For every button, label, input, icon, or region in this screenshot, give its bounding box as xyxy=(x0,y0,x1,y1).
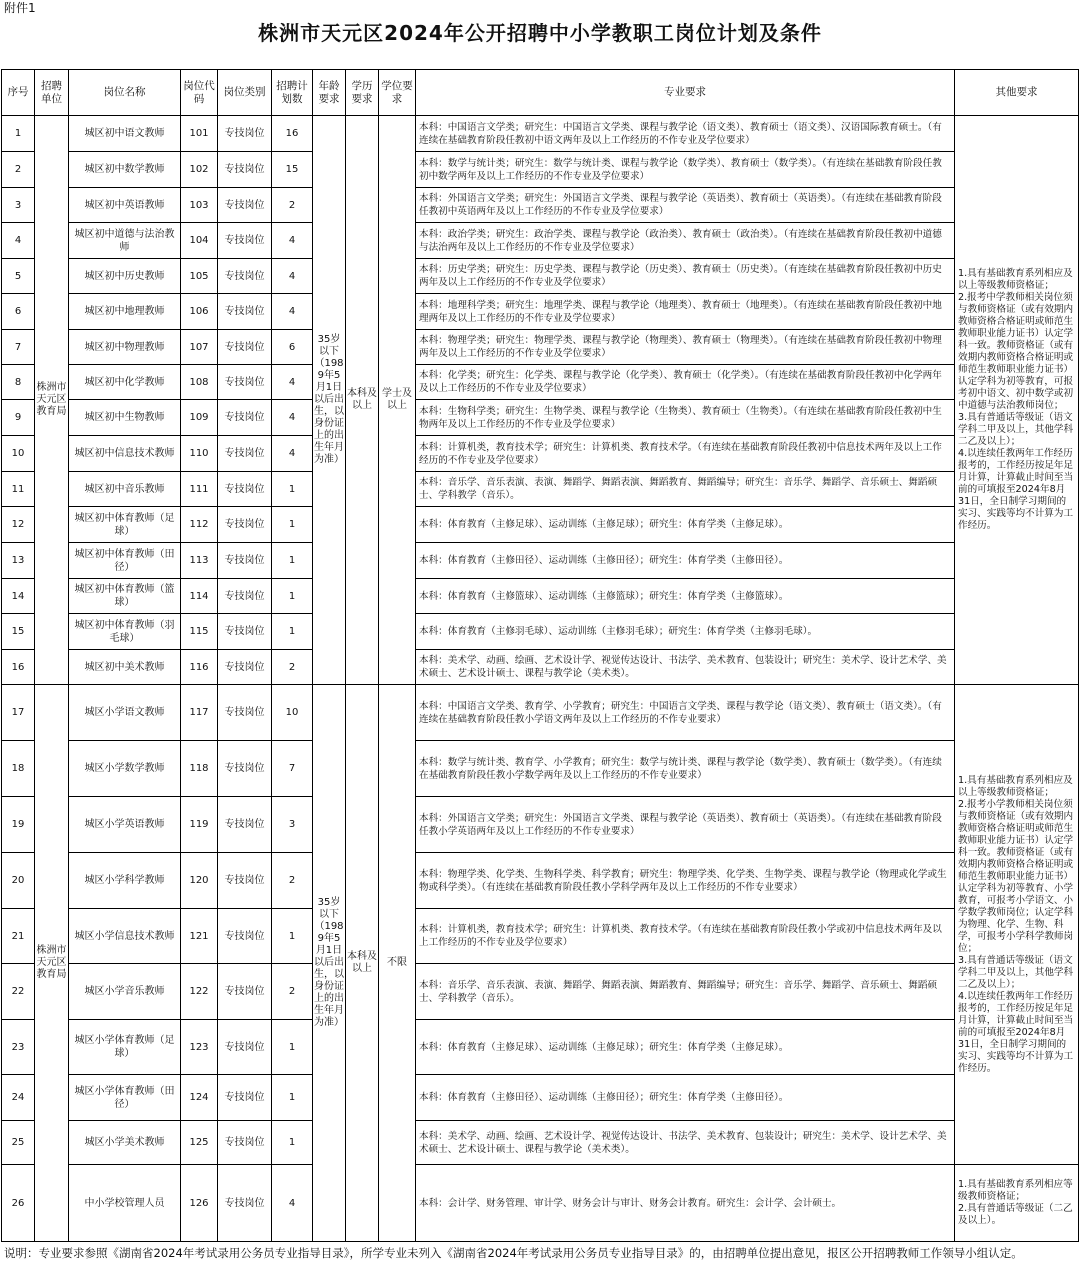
major-requirement: 本科：计算机类，教育技术学；研究生：计算机类、教育技术学。（有连续在基础教育阶段任教初中信息技术两年及以上工作经历的不作专业及学位要求） xyxy=(416,436,955,472)
major-requirement: 本科：数学与统计类、教育学、小学教育；研究生：数学与统计类、课程与教学论（数学类）、教育硕士（数学类）。（有连续在基础教育阶段任教小学数学两年及以上工作经历的不作专业要求） xyxy=(416,741,955,797)
education-requirement: 本科及以上 xyxy=(346,116,379,685)
recruit-count: 1 xyxy=(272,543,313,579)
recruit-count: 3 xyxy=(272,797,313,853)
recruit-count: 4 xyxy=(272,400,313,436)
position-name: 城区初中体育教师（足球） xyxy=(69,507,181,543)
position-name: 城区小学体育教师（田径） xyxy=(69,1075,181,1121)
position-code: 124 xyxy=(181,1075,218,1121)
position-name: 城区小学音乐教师 xyxy=(69,964,181,1020)
table-row xyxy=(2,1165,1079,1242)
table-row xyxy=(2,1020,1079,1075)
row-seq: 9 xyxy=(2,400,35,436)
row-seq: 20 xyxy=(2,853,35,909)
row-seq: 2 xyxy=(2,152,35,188)
major-requirement: 本科：物理学类、化学类、生物科学类、科学教育；研究生：物理学类、化学类、生物学类、课程与教学论（物理或化学或生物或科学类）。（有连续在基础教育阶段任教小学科学两年及以上工作经历的不作专业要求） xyxy=(416,853,955,909)
position-type: 专技岗位 xyxy=(218,853,272,909)
header-code: 岗位代码 xyxy=(181,70,218,116)
row-seq: 1 xyxy=(2,116,35,152)
major-requirement: 本科：计算机类，教育技术学；研究生：计算机类、教育技术学。（有连续在基础教育阶段任教小学或初中信息技术两年及以上工作经历的不作专业及学位要求） xyxy=(416,909,955,964)
position-code: 121 xyxy=(181,909,218,964)
row-seq: 15 xyxy=(2,614,35,650)
position-type: 专技岗位 xyxy=(218,472,272,507)
education-requirement: 本科及以上 xyxy=(346,685,379,1242)
row-seq: 21 xyxy=(2,909,35,964)
header-degree: 学位要求 xyxy=(379,70,416,116)
major-requirement: 本科：美术学、动画、绘画、艺术设计学、视觉传达设计、书法学、美术教育、包装设计；研究生：美术学、设计艺术学、美术硕士、艺术设计硕士、课程与教学论（美术类）。 xyxy=(416,650,955,685)
row-seq: 8 xyxy=(2,365,35,400)
recruit-count: 1 xyxy=(272,1121,313,1165)
row-seq: 25 xyxy=(2,1121,35,1165)
position-type: 专技岗位 xyxy=(218,650,272,685)
major-requirement: 本科：地理科学类；研究生：地理学类、课程与教学论（地理类）、教育硕士（地理类）。（有连续在基础教育阶段任教初中地理两年及以上工作经历的不作专业及学位要求） xyxy=(416,294,955,330)
table-row xyxy=(2,964,1079,1020)
position-type: 专技岗位 xyxy=(218,223,272,259)
position-type: 专技岗位 xyxy=(218,909,272,964)
recruit-count: 2 xyxy=(272,853,313,909)
position-code: 105 xyxy=(181,259,218,294)
position-code: 107 xyxy=(181,330,218,365)
major-requirement: 本科：体育教育（主修田径）、运动训练（主修田径）；研究生：体育学类（主修田径）。 xyxy=(416,1075,955,1121)
table-row xyxy=(2,853,1079,909)
recruit-count: 7 xyxy=(272,741,313,797)
position-name: 城区小学信息技术教师 xyxy=(69,909,181,964)
row-seq: 26 xyxy=(2,1165,35,1242)
table-row xyxy=(2,1121,1079,1165)
position-name: 城区初中道德与法治教师 xyxy=(69,223,181,259)
row-seq: 7 xyxy=(2,330,35,365)
recruit-count: 6 xyxy=(272,330,313,365)
position-name: 城区初中体育教师（篮球） xyxy=(69,579,181,614)
position-name: 城区初中美术教师 xyxy=(69,650,181,685)
major-requirement: 本科：中国语言文学类；研究生：中国语言文学类、课程与教学论（语文类）、教育硕士（语文类）、汉语国际教育硕士。（有连续在基础教育阶段任教初中语文两年及以上工作经历的不作专业及学位要求） xyxy=(416,116,955,152)
recruit-count: 2 xyxy=(272,188,313,223)
position-name: 城区初中历史教师 xyxy=(69,259,181,294)
row-seq: 12 xyxy=(2,507,35,543)
table-row xyxy=(2,909,1079,964)
table-row xyxy=(2,1075,1079,1121)
table-row xyxy=(2,330,1079,365)
position-name: 城区初中音乐教师 xyxy=(69,472,181,507)
recruit-count: 4 xyxy=(272,223,313,259)
position-type: 专技岗位 xyxy=(218,152,272,188)
recruit-count: 4 xyxy=(272,1165,313,1242)
recruit-count: 10 xyxy=(272,685,313,741)
position-name: 城区小学体育教师（足球） xyxy=(69,1020,181,1075)
position-name: 城区初中英语教师 xyxy=(69,188,181,223)
recruit-count: 15 xyxy=(272,152,313,188)
position-code: 118 xyxy=(181,741,218,797)
row-seq: 23 xyxy=(2,1020,35,1075)
position-type: 专技岗位 xyxy=(218,330,272,365)
row-seq: 22 xyxy=(2,964,35,1020)
recruit-count: 1 xyxy=(272,472,313,507)
position-type: 专技岗位 xyxy=(218,614,272,650)
major-requirement: 本科：物理学类；研究生：物理学类、课程与教学论（物理类）、教育硕士（物理类）。（有连续在基础教育阶段任教初中物理两年及以上工作经历的不作专业及学位要求） xyxy=(416,330,955,365)
position-type: 专技岗位 xyxy=(218,188,272,223)
recruit-count: 4 xyxy=(272,294,313,330)
recruit-count: 2 xyxy=(272,964,313,1020)
table-row xyxy=(2,188,1079,223)
major-requirement: 本科：会计学、财务管理、审计学、财务会计与审计、财务会计教育。研究生：会计学、会计硕士。 xyxy=(416,1165,955,1242)
major-requirement: 本科：音乐学、音乐表演、表演、舞蹈学、舞蹈表演、舞蹈教育、舞蹈编导；研究生：音乐学、舞蹈学、音乐硕士、舞蹈硕士、学科教学（音乐）。 xyxy=(416,964,955,1020)
position-type: 专技岗位 xyxy=(218,436,272,472)
recruit-count: 1 xyxy=(272,579,313,614)
recruit-count: 4 xyxy=(272,259,313,294)
table-row xyxy=(2,294,1079,330)
header-seq: 序号 xyxy=(2,70,35,116)
position-type: 专技岗位 xyxy=(218,1075,272,1121)
header-other: 其他要求 xyxy=(955,70,1079,116)
position-type: 专技岗位 xyxy=(218,579,272,614)
position-type: 专技岗位 xyxy=(218,365,272,400)
age-requirement: 35岁以下（1989年5月1日以后出生，以身份证上的出生年月为准） xyxy=(313,685,346,1242)
row-seq: 5 xyxy=(2,259,35,294)
position-name: 城区初中体育教师（田径） xyxy=(69,543,181,579)
position-code: 109 xyxy=(181,400,218,436)
position-type: 专技岗位 xyxy=(218,964,272,1020)
position-code: 125 xyxy=(181,1121,218,1165)
table-row xyxy=(2,579,1079,614)
position-code: 123 xyxy=(181,1020,218,1075)
major-requirement: 本科：音乐学、音乐表演、表演、舞蹈学、舞蹈表演、舞蹈教育、舞蹈编导；研究生：音乐学、舞蹈学、音乐硕士、舞蹈硕士、学科教学（音乐）。 xyxy=(416,472,955,507)
table-row xyxy=(2,472,1079,507)
table-row xyxy=(2,685,1079,741)
position-name: 城区初中物理教师 xyxy=(69,330,181,365)
position-code: 126 xyxy=(181,1165,218,1242)
position-code: 115 xyxy=(181,614,218,650)
position-type: 专技岗位 xyxy=(218,1020,272,1075)
other-requirement: 1.具有基础教育系列相应及以上等级教师资格证； 2.报考小学教师相关岗位须与教师资格证（或有效期内教师资格合格证明或师范生教师职业能力证书）认定学科一致。教师资格证（或有效期内教师资格合格证明或师范生教师职业能力证书）认定学科为初等教育、小学教育，可报考小学语文、小学数学教师岗位；认定学科为物理、化学、生物、科学，可报考小学科学教师岗位； 3.具有普通话等级证（语文学科二甲及以上，其他学科二乙及以上）； 4.以连续任教两年工作经历报考的，工作经历按足年足月计算，计算截止时间至当前的可填报至2024年8月31日，全日制学习期间的实习、实践等均不计算为工作经历。 xyxy=(955,685,1079,1165)
degree-requirement: 学士及以上 xyxy=(379,116,416,685)
table-row xyxy=(2,741,1079,797)
major-requirement: 本科：历史学类；研究生：历史学类、课程与教学论（历史类）、教育硕士（历史类）。（有连续在基础教育阶段任教初中历史两年及以上工作经历的不作专业及学位要求） xyxy=(416,259,955,294)
major-requirement: 本科：政治学类；研究生：政治学类、课程与教学论（政治类）、教育硕士（政治类）。（有连续在基础教育阶段任教初中道德与法治两年及以上工作经历的不作专业及学位要求） xyxy=(416,223,955,259)
position-code: 102 xyxy=(181,152,218,188)
position-type: 专技岗位 xyxy=(218,543,272,579)
header-count: 招聘计划数 xyxy=(272,70,313,116)
recruit-count: 1 xyxy=(272,909,313,964)
position-code: 113 xyxy=(181,543,218,579)
major-requirement: 本科：体育教育（主修足球）、运动训练（主修足球）；研究生：体育学类（主修足球）。 xyxy=(416,1020,955,1075)
table-row xyxy=(2,507,1079,543)
position-type: 专技岗位 xyxy=(218,1121,272,1165)
page-title: 株洲市天元区2024年公开招聘中小学教职工岗位计划及条件 xyxy=(258,21,822,45)
recruit-count: 1 xyxy=(272,507,313,543)
row-seq: 14 xyxy=(2,579,35,614)
position-code: 120 xyxy=(181,853,218,909)
table-row xyxy=(2,436,1079,472)
position-name: 城区初中语文教师 xyxy=(69,116,181,152)
position-type: 专技岗位 xyxy=(218,507,272,543)
header-type: 岗位类别 xyxy=(218,70,272,116)
table-row xyxy=(2,797,1079,853)
major-requirement: 本科：体育教育（主修足球）、运动训练（主修足球）；研究生：体育学类（主修足球）。 xyxy=(416,507,955,543)
recruit-count: 2 xyxy=(272,650,313,685)
position-name: 城区初中地理教师 xyxy=(69,294,181,330)
table-row xyxy=(2,650,1079,685)
table-row xyxy=(2,614,1079,650)
position-code: 111 xyxy=(181,472,218,507)
position-name: 城区初中生物教师 xyxy=(69,400,181,436)
table-row xyxy=(2,400,1079,436)
position-code: 117 xyxy=(181,685,218,741)
position-code: 106 xyxy=(181,294,218,330)
table-row xyxy=(2,259,1079,294)
table-row xyxy=(2,152,1079,188)
major-requirement: 本科：体育教育（主修田径）、运动训练（主修田径）；研究生：体育学类（主修田径）。 xyxy=(416,543,955,579)
header-age: 年龄要求 xyxy=(313,70,346,116)
position-type: 专技岗位 xyxy=(218,116,272,152)
position-name: 城区小学语文教师 xyxy=(69,685,181,741)
table-row xyxy=(2,543,1079,579)
position-code: 112 xyxy=(181,507,218,543)
position-name: 城区初中体育教师（羽毛球） xyxy=(69,614,181,650)
major-requirement: 本科：生物科学类；研究生：生物学类、课程与教学论（生物类）、教育硕士（生物类）。（有连续在基础教育阶段任教初中生物两年及以上工作经历的不作专业及学位要求） xyxy=(416,400,955,436)
position-code: 101 xyxy=(181,116,218,152)
recruit-count: 1 xyxy=(272,614,313,650)
position-code: 103 xyxy=(181,188,218,223)
table-row xyxy=(2,223,1079,259)
position-name: 城区小学数学教师 xyxy=(69,741,181,797)
position-code: 116 xyxy=(181,650,218,685)
other-requirement: 1.具有基础教育系列相应及以上等级教师资格证； 2.报考中学教师相关岗位须与教师资格证（或有效期内教师资格合格证明或师范生教师职业能力证书）认定学科一致。教师资格证（或有效期内教师资格合格证明或师范生教师职业能力证书）认定学科为初等教育，可报考初中语文、初中数学或初中道德与法治教师岗位； 3.具有普通话等级证（语文学科二甲及以上，其他学科二乙及以上）； 4.以连续任教两年工作经历报考的，工作经历按足年足月计算，计算截止时间至当前的可填报至2024年8月31日，全日制学习期间的实习、实践等均不计算为工作经历。 xyxy=(955,116,1079,685)
row-seq: 6 xyxy=(2,294,35,330)
position-type: 专技岗位 xyxy=(218,294,272,330)
position-type: 专技岗位 xyxy=(218,1165,272,1242)
position-code: 119 xyxy=(181,797,218,853)
position-code: 114 xyxy=(181,579,218,614)
position-code: 108 xyxy=(181,365,218,400)
position-type: 专技岗位 xyxy=(218,259,272,294)
other-requirement: 1.具有基础教育系列相应等级教师资格证； 2.具有普通话等级证（二乙及以上）。 xyxy=(955,1165,1079,1242)
position-name: 城区小学科学教师 xyxy=(69,853,181,909)
table-row xyxy=(2,116,1079,152)
recruitment-table xyxy=(1,69,1079,1242)
header-name: 岗位名称 xyxy=(69,70,181,116)
recruit-count: 1 xyxy=(272,1075,313,1121)
table-body xyxy=(2,116,1079,1242)
row-seq: 10 xyxy=(2,436,35,472)
major-requirement: 本科：体育教育（主修羽毛球）、运动训练（主修羽毛球）；研究生：体育学类（主修羽毛球）。 xyxy=(416,614,955,650)
row-seq: 13 xyxy=(2,543,35,579)
header-edu: 学历要求 xyxy=(346,70,379,116)
position-type: 专技岗位 xyxy=(218,400,272,436)
position-name: 城区初中信息技术教师 xyxy=(69,436,181,472)
row-seq: 17 xyxy=(2,685,35,741)
position-name: 城区小学美术教师 xyxy=(69,1121,181,1165)
annex-label: 附件1 xyxy=(4,1,36,15)
position-name: 城区初中化学教师 xyxy=(69,365,181,400)
header-unit: 招聘单位 xyxy=(35,70,69,116)
table-row xyxy=(2,365,1079,400)
position-code: 104 xyxy=(181,223,218,259)
degree-requirement: 不限 xyxy=(379,685,416,1242)
footnote: 说明：专业要求参照《湖南省2024年考试录用公务员专业指导目录》，所学专业未列入《湖南省2024年考试录用公务员专业指导目录》的，由招聘单位提出意见，报区公开招聘教师工作领导小组认定。 xyxy=(4,1246,1023,1260)
unit-cell: 株洲市天元区教育局 xyxy=(35,116,69,685)
position-type: 专技岗位 xyxy=(218,741,272,797)
major-requirement: 本科：外国语言文学类；研究生：外国语言文学类、课程与教学论（英语类）、教育硕士（英语类）。（有连续在基础教育阶段任教初中英语两年及以上工作经历的不作专业及学位要求） xyxy=(416,188,955,223)
position-code: 110 xyxy=(181,436,218,472)
position-name: 城区初中数学教师 xyxy=(69,152,181,188)
header-major: 专业要求 xyxy=(416,70,955,116)
row-seq: 3 xyxy=(2,188,35,223)
unit-cell: 株洲市天元区教育局 xyxy=(35,685,69,1242)
position-type: 专技岗位 xyxy=(218,797,272,853)
recruit-count: 16 xyxy=(272,116,313,152)
row-seq: 19 xyxy=(2,797,35,853)
row-seq: 18 xyxy=(2,741,35,797)
position-code: 122 xyxy=(181,964,218,1020)
row-seq: 4 xyxy=(2,223,35,259)
recruit-count: 4 xyxy=(272,365,313,400)
header-row xyxy=(2,70,1079,116)
major-requirement: 本科：中国语言文学类、教育学、小学教育；研究生：中国语言文学类、课程与教学论（语文类）、教育硕士（语文类）。（有连续在基础教育阶段任教小学语文两年及以上工作经历的不作专业要求） xyxy=(416,685,955,741)
age-requirement: 35岁以下（1989年5月1日以后出生，以身份证上的出生年月为准） xyxy=(313,116,346,685)
major-requirement: 本科：化学类；研究生：化学类、课程与教学论（化学类）、教育硕士（化学类）。（有连续在基础教育阶段任教初中化学两年及以上工作经历的不作专业及学位要求） xyxy=(416,365,955,400)
major-requirement: 本科：数学与统计类；研究生：数学与统计类、课程与教学论（数学类）、教育硕士（数学类）。（有连续在基础教育阶段任教初中数学两年及以上工作经历的不作专业及学位要求） xyxy=(416,152,955,188)
row-seq: 16 xyxy=(2,650,35,685)
row-seq: 11 xyxy=(2,472,35,507)
major-requirement: 本科：外国语言文学类；研究生：外国语言文学类、课程与教学论（英语类）、教育硕士（英语类）。（有连续在基础教育阶段任教小学英语两年及以上工作经历的不作专业要求） xyxy=(416,797,955,853)
major-requirement: 本科：体育教育（主修篮球）、运动训练（主修篮球）；研究生：体育学类（主修篮球）。 xyxy=(416,579,955,614)
position-name: 城区小学英语教师 xyxy=(69,797,181,853)
recruit-count: 1 xyxy=(272,1020,313,1075)
recruit-count: 4 xyxy=(272,436,313,472)
position-type: 专技岗位 xyxy=(218,685,272,741)
position-name: 中小学校管理人员 xyxy=(69,1165,181,1242)
major-requirement: 本科：美术学、动画、绘画、艺术设计学、视觉传达设计、书法学、美术教育、包装设计；研究生：美术学、设计艺术学、美术硕士、艺术设计硕士、课程与教学论（美术类）。 xyxy=(416,1121,955,1165)
row-seq: 24 xyxy=(2,1075,35,1121)
